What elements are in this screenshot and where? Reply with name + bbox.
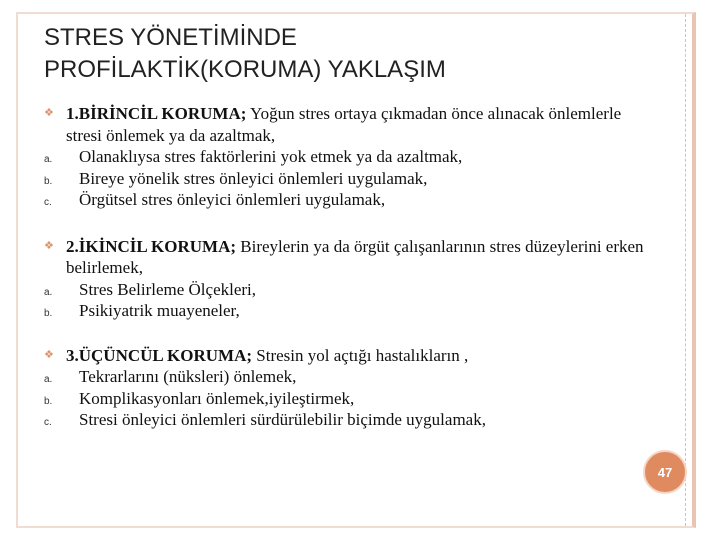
section-desc: Stresin yol açtığı hastalıkların ,: [252, 345, 469, 365]
item-text: Tekrarlarını (nüksleri) önlemek,: [79, 367, 297, 386]
item-text: Komplikasyonları önlemek,iyileştirmek,: [79, 388, 355, 408]
item-text: Olanaklıysa stres faktörlerini yok etmek ya da azaltmak,: [79, 147, 463, 166]
title-line-1: STRES YÖNETİMİNDE: [44, 24, 297, 51]
item-text: Stresi önleyici önlemleri sürdürülebilir biçimde uygulamak,: [79, 410, 486, 429]
list-item: [44, 168, 644, 190]
section-desc: Bireylerin ya da örgüt çalışanlarının stres düzeylerini erken belirlemek,: [66, 236, 644, 277]
title-line-2: PROFİLAKTİK(KORUMA) YAKLAŞIM: [44, 56, 446, 83]
item-text: Örgütsel stres önleyici önlemleri uygulamak,: [79, 190, 386, 209]
list-item: [44, 366, 644, 388]
list-item: [44, 409, 644, 431]
section-heading: [44, 236, 644, 279]
item-marker: c.: [44, 197, 52, 208]
list-item: [44, 279, 644, 301]
list-item: [44, 388, 644, 410]
item-text: Stres Belirleme Ölçekleri,: [79, 279, 257, 299]
list-item: [44, 146, 644, 168]
item-marker: b.: [44, 308, 53, 319]
section-desc: Yoğun stres ortaya çıkmadan önce alınacak önlemlerle stresi önlemek ya da azaltmak,: [66, 104, 622, 145]
slide-content: [44, 103, 644, 431]
item-marker: b.: [44, 175, 53, 187]
list-item: [44, 300, 644, 322]
item-marker: b.: [44, 395, 53, 407]
page-number-badge: 47: [643, 450, 687, 494]
diamond-bullet-icon: ❖: [44, 107, 54, 119]
section-head: 2.İKİNCİL KORUMA;: [66, 236, 237, 256]
list-item: [44, 189, 644, 211]
item-marker: a.: [44, 154, 53, 165]
item-marker: c.: [44, 417, 52, 428]
diamond-bullet-icon: ❖: [44, 239, 54, 252]
frame-dashed-line: [685, 14, 686, 526]
section-head: 1.BİRİNCİL KORUMA;: [66, 104, 247, 123]
section-heading: [44, 345, 644, 367]
item-marker: a.: [44, 374, 53, 385]
diamond-bullet-icon: ❖: [44, 348, 54, 361]
section-heading: [44, 103, 644, 146]
slide-title: [44, 22, 644, 86]
item-text: Psikiyatrik muayeneler,: [79, 301, 240, 320]
section-head: 3.ÜÇÜNCÜL KORUMA;: [66, 345, 253, 365]
item-text: Bireye yönelik stres önleyici önlemleri uygulamak,: [79, 168, 428, 188]
item-marker: a.: [44, 286, 53, 298]
